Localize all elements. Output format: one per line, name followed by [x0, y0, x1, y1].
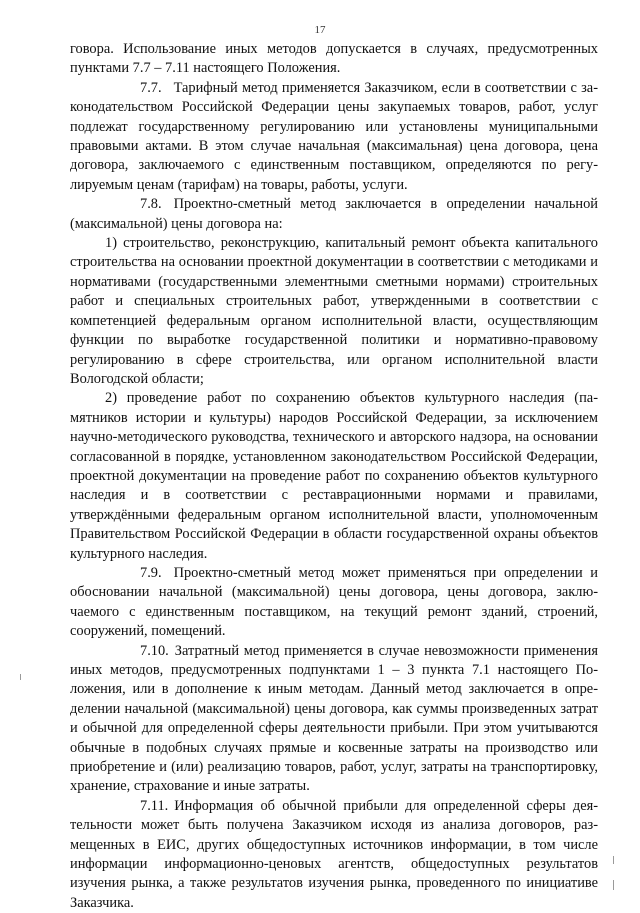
paragraph-text: 1) строительство, реконструкцию, капитальный ремонт объекта капитального строительства на основании проектной документации в соответствии с методиками и нормативами (государственными элементными сметными нормами) строительных работ и специальных строительных работ, утвержденными в соответствии с компетенцией федеральным органом исполнительной власти, осуществляющим функции по выработке государственной политики и нормативно-правовому регулированию в сфере строительства, или органом исполнительной власти Вологодской области; [70, 235, 598, 387]
scan-mark-left [20, 674, 21, 680]
paragraph-7-11 [70, 797, 598, 913]
paragraph-7-7 [70, 79, 598, 195]
paragraph-7-9 [70, 564, 598, 642]
paragraph-text: Проектно-сметный метод может применяться при определении и обосновании начальной (максимальной) цены договора, цены договора, заключаемого с единственным поставщиком, на текущий ремонт зданий, строений, сооружений, помещений. [70, 564, 598, 640]
paragraph-number: 7.11. [140, 797, 169, 814]
document-body [70, 40, 598, 913]
paragraph-7-8 [70, 195, 598, 234]
paragraph-text: Затратный метод применяется в случае невозможности применения иных методов, предусмотренных подпунктами 1 – 3 пункта 7.1 настоящего Положения, или в дополнение к иным методам. Данный метод заключается в определении начальной (максимальной) цены договора, как суммы произведенных затрат и обычной для определенной сферы деятельности прибыли. При этом учитываются обычные в подобных случаях прямые и косвенные затраты на производство или приобретение и (или) реализацию товаров, работ, услуг, затраты на транспортировку, хранение, страхование и иные затраты. [70, 642, 598, 795]
paragraph-number: 7.10. [140, 642, 169, 659]
paragraph-text: Проектно-сметный метод заключается в определении начальной (максимальной) цены договора на: [70, 196, 598, 232]
paragraph-number: 7.7. [140, 79, 162, 96]
scan-mark-right [613, 856, 614, 864]
paragraph-text: Тарифный метод применяется Заказчиком, если в соответствии с законодательством Российской Федерации цены закупаемых товаров, работ, услуг подлежат государственному регулированию или установлены муниципальными правовыми актами. В этом случае начальная (максимальная) цена договора, цена договора, заключаемого с единственным поставщиком, определяются по регулируемым ценам (тарифам) на товары, работы, услуги. [70, 79, 598, 193]
paragraph-number: 7.8. [140, 196, 162, 213]
paragraph-number: 7.9. [140, 564, 162, 581]
paragraph-text: 2) проведение работ по сохранению объектов культурного наследия (памятников истории и культуры) народов Российской Федерации, за исключением научно-методического руководства, технического и авторского надзора, на основании согласованной в порядке, установленном законодательством Российской Федерации, проектной документации на проведение работ по сохранению объектов культурного наследия и в соответствии с реставрационными нормами и правилами, утверждёнными федеральным органом исполнительной власти, уполномоченным Правительством Российской Федерации в области государственной охраны объектов культурного наследия. [70, 390, 598, 562]
paragraph-7-10 [70, 642, 598, 797]
scan-mark-right-bottom [613, 880, 614, 890]
paragraph-text: Информация об обычной прибыли для определенной сферы деятельности может быть получена Заказчиком исходя из анализа договоров, размещенных в ЕИС, других общедоступных источников информации, в том числе информации информационно-ценовых агентств, общедоступных результатов изучения рынка, а также результатов изучения рынка, проведенного по инициативе Заказчика. [70, 797, 598, 911]
paragraph-7-8-item-1 [70, 234, 598, 389]
paragraph-7-8-item-2 [70, 389, 598, 564]
page-number: 17 [314, 24, 326, 36]
paragraph-continuation [70, 40, 598, 79]
paragraph-text: говора. Использование иных методов допускается в случаях, предусмотренных пунктами 7.7 – 7.11 настоящего Положения. [70, 41, 598, 77]
